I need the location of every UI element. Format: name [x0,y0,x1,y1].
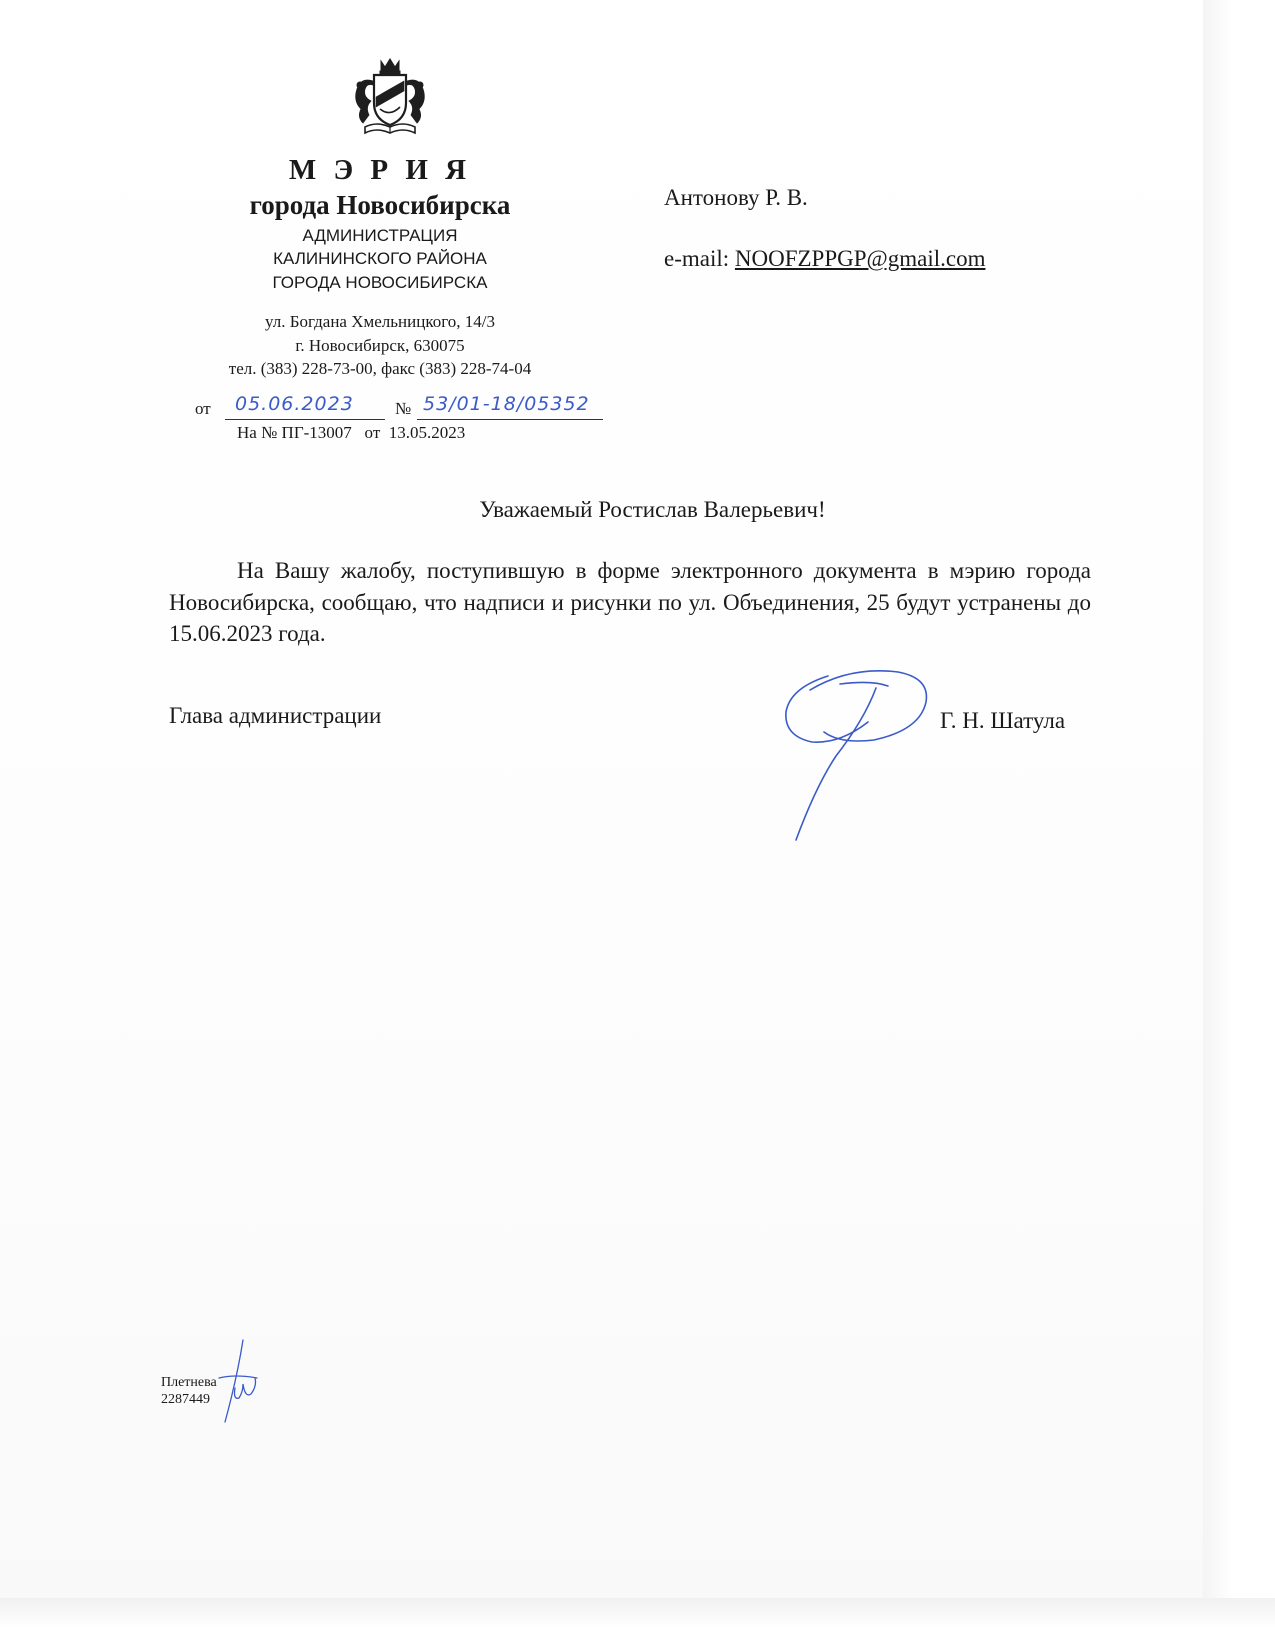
header-contacts: тел. (383) 228-73-00, факс (383) 228-74-04 [228,359,532,378]
registration-date-handwritten: 05.06.2023 [235,393,354,415]
registration-number-label: № [395,399,412,418]
executor-phone: 2287449 [161,1392,210,1407]
scan-edge-bottom [0,1598,1275,1650]
scan-edge-right [1203,0,1275,1650]
header-city: города Новосибирска [249,190,511,220]
registration-date-field [225,393,385,420]
signatory-title: Глава администрации [169,703,382,728]
header-address-street: ул. Богдана Хмельницкого, 14/3 [265,312,495,331]
header-admin-line3: ГОРОДА НОВОСИБИРСКА [272,273,488,292]
letter-body: На Вашу жалобу, поступившую в форме электронного документа в мэрию города Новосибирска, сообщаю, что надписи и рисунки по ул. Объединения, 25 будут устранены до 15.06.2023 года. [169,558,1091,646]
recipient-email-link[interactable]: NOOFZPPGP@gmail.com [734,246,986,271]
executor-name: Плетнева [161,1375,217,1390]
header-admin-line1: АДМИНИСТРАЦИЯ [302,226,458,245]
handwritten-signature-icon [780,660,940,850]
header-admin-line2: КАЛИНИНСКОГО РАЙОНА [273,249,487,268]
recipient-email-line [664,246,985,272]
executor-info [161,1374,217,1408]
header-mayoralty: М Э Р И Я [288,154,472,186]
registration-number-handwritten: 53/01-18/05352 [423,393,590,415]
email-label: e-mail: [664,246,735,271]
signatory-name: Г. Н. Шатула [940,708,1066,733]
executor-initials-icon [213,1338,265,1424]
coat-of-arms-icon [347,57,433,137]
registration-date-label: от [195,399,211,418]
header-address-city: г. Новосибирск, 630075 [295,336,465,355]
recipient-name: Антонову Р. В. [664,185,808,210]
reference-line: На № ПГ-13007 от 13.05.2023 [237,423,466,442]
salutation: Уважаемый Ростислав Валерьевич! [479,497,826,522]
registration-line [195,393,615,423]
registration-number-field [417,393,603,420]
